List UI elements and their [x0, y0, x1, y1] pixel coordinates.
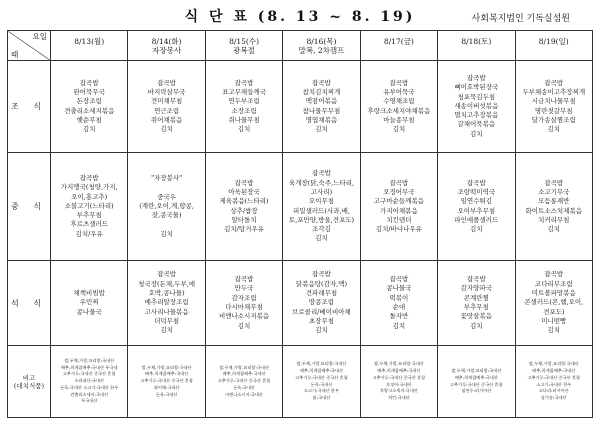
day-header [360, 31, 437, 61]
origin-note-line: 고추가루:국내산 중국산 혼합 [140, 378, 193, 384]
origin-note-line: 배추,희게잡배추:국내산 [532, 367, 576, 373]
menu-item-list [128, 270, 204, 335]
day-event: 말복, 2차캠프 [298, 45, 345, 55]
origin-note-line: 비엔나소시지:국내산 [225, 391, 263, 397]
origin-note-line: 쥐어채:국내산 [153, 384, 180, 390]
menu-item: 햇순무침 [76, 115, 102, 124]
origin-note-line: 후랑크소세지:국내산 [379, 388, 418, 394]
menu-item: 돈장조림 [76, 97, 102, 106]
origin-note-list [51, 358, 127, 406]
menu-item: 김치/우유 [75, 229, 103, 238]
origin-note-line: 쌀,두채,가랑,묘리랑:국내산 [296, 361, 347, 367]
menu-item: 미니떤빵 [541, 316, 567, 325]
menu-cell [51, 61, 128, 153]
notes-label [8, 346, 51, 418]
menu-item: 김치 [547, 225, 561, 234]
menu-item: 고사리나물볶음 [144, 307, 189, 316]
menu-item-list [438, 179, 514, 235]
origin-note-line: 배추,희게잡배추:국내산 [377, 367, 421, 373]
menu-cell [51, 153, 128, 261]
menu-item: 청포묵김두침 [457, 92, 496, 101]
menu-item: 토,포만양,방울,견포도) [288, 215, 355, 224]
menu-item: 잡곡밥 [544, 270, 564, 279]
menu-item-list [516, 270, 592, 335]
origin-note-list [438, 368, 514, 395]
menu-item: 잡곡밥 [234, 178, 254, 187]
corner-cell [8, 31, 51, 61]
menu-item: 김치 [392, 321, 406, 330]
corner-meal-label: 때 [11, 50, 19, 59]
day-event: 광복절 [233, 45, 255, 55]
menu-item-list [283, 270, 359, 335]
menu-item: 완어묵무국 [73, 87, 105, 96]
origin-note-line: 돈육:국내산 [310, 381, 333, 387]
menu-cell [438, 61, 515, 153]
menu-item: 모듬롱재반 [538, 197, 570, 206]
menu-item: 잡곡밥 [466, 275, 486, 284]
origin-note-cell [360, 346, 437, 418]
menu-item: 잣,콩국물) [151, 211, 182, 220]
menu-item: 잡곡밥 [79, 78, 99, 87]
menu-item: 김치 [160, 229, 173, 238]
menu-cell [360, 153, 437, 261]
menu-item: 새송이버섯볶음 [454, 101, 499, 110]
menu-item: 잡곡밥 [544, 178, 564, 187]
menu-cell [128, 261, 205, 346]
menu-item: 콘샐러드(콘,햄,오이, [524, 298, 584, 307]
origin-note-cell [515, 346, 592, 418]
menu-item: 잡곡밥 [312, 270, 331, 279]
origin-note-cell [438, 346, 515, 418]
menu-item [166, 183, 168, 192]
menu-item: 시금치나물무침 [531, 97, 576, 106]
origin-note-line: 코다리:러시아산 [538, 388, 569, 394]
menu-item: 후랑크소세지야채볶음 [367, 106, 431, 115]
origin-note-line: 배추,희게잡배추:국내산 [454, 374, 498, 380]
menu-item: 초장무침 [308, 316, 335, 325]
menu-cell [283, 61, 360, 153]
origin-note-line: 돈육:국내산 소고기:국내산 한우 [60, 384, 119, 390]
header-row [8, 31, 593, 61]
menu-item-list [51, 79, 127, 135]
origin-note-line: 오징어:국내산 [386, 381, 412, 387]
menu-item: 표고무채들깨국 [222, 87, 267, 96]
meal-row [8, 153, 593, 261]
menu-item: 가지맹국(청양,가지, [60, 183, 118, 192]
menu-item: 코다리무조림 [534, 279, 573, 288]
menu-item: 김치/바나나우유 [375, 225, 422, 234]
menu-item: 임연수튀김 [460, 197, 493, 206]
menu-item: 화이트소스치제볶음 [525, 206, 583, 215]
menu-item [166, 220, 168, 229]
menu-item: 김치 [160, 326, 173, 335]
origin-note-line: 고추가루:국내산 중국산 혼합 [450, 381, 503, 387]
menu-cell [205, 61, 282, 153]
menu-item: 땅콩조림 [308, 298, 335, 307]
menu-cell [128, 61, 205, 153]
day-event [361, 46, 437, 55]
menu-item-list [361, 275, 437, 331]
menu-item: 명란젓갈무침 [534, 106, 573, 115]
menu-item: 맥잠어볶음 [305, 97, 338, 106]
menu-item-list [206, 179, 282, 235]
menu-item: 부추무침 [76, 211, 102, 220]
menu-item: 만두국 [234, 284, 254, 293]
menu-item-list [361, 79, 437, 135]
menu-item: 김치 [82, 125, 96, 134]
menu-cell [283, 261, 360, 346]
menu-cell [515, 61, 592, 153]
day-date: 8/13(월) [74, 36, 105, 46]
menu-item: 잡곡밥 [157, 78, 177, 87]
meal-row [8, 261, 593, 346]
menu-item: 김치 [160, 125, 173, 134]
menu-item-list [283, 79, 359, 135]
menu-cell [51, 261, 128, 346]
origin-note-line: 임연수:러시아산 [461, 388, 492, 394]
menu-item: 마늘종무침 [383, 115, 415, 124]
menu-item: 김치 [547, 125, 561, 134]
menu-item: 견파래무침 [305, 289, 338, 298]
menu-item: 연두부조림 [228, 97, 260, 106]
menu-item: 부추무침 [463, 303, 489, 311]
origin-note-list [516, 361, 592, 402]
menu-item: 감자양파국 [460, 284, 493, 293]
menu-item: 소장조림 [231, 106, 257, 115]
menu-item: 중국우 [157, 192, 177, 201]
menu-item: 김치 [547, 326, 561, 335]
menu-cell [283, 153, 360, 261]
menu-item: 갈채어묵볶음 [457, 120, 496, 129]
menu-item: 미트볼파망볶음 [531, 289, 576, 298]
menu-item-list [516, 179, 592, 235]
menu-item: 잡곡밥 [544, 78, 564, 87]
menu-item: 잡곡밥 [466, 178, 486, 187]
menu-item: 멸치고추장볶음 [454, 111, 499, 120]
origin-note-line: 달가송:국내산 [540, 395, 567, 401]
menu-item-list [206, 79, 282, 135]
menu-item: 수영채조림 [383, 97, 415, 106]
weekly-menu-table [7, 30, 593, 418]
menu-item: 소고기무국 [538, 187, 570, 196]
organization-name: 사회복지법인 기독실섬원 [471, 14, 570, 24]
origin-note-line: 쌀,두채,가랑,묘리랑:국내산 [141, 364, 192, 370]
menu-item: 고사리) [310, 187, 333, 196]
menu-item-list [361, 179, 437, 235]
menu-item: 다시마채무침 [225, 303, 263, 311]
menu-cell [438, 153, 515, 261]
menu-item: 채책비빔밥 [73, 289, 105, 298]
menu-item: 김치 [237, 125, 251, 134]
menu-cell [128, 153, 205, 261]
menu-item: 잡곡밥 [389, 78, 409, 87]
menu-item: 김치 [315, 234, 328, 243]
menu-item: 고구마순들깨볶음 [373, 197, 425, 206]
menu-item: 김치 [470, 321, 483, 330]
menu-item: 참치김치찌개 [302, 87, 341, 96]
menu-item-list [206, 275, 282, 331]
day-date: 8/19(일) [538, 36, 569, 46]
menu-title: 식 단 표 (8. 13 ~ 8. 19) [184, 9, 416, 25]
menu-item: 더덕무침 [154, 316, 180, 325]
menu-item: 콩나물국 [386, 284, 412, 293]
menu-item-list [438, 74, 514, 139]
origin-note-list [283, 361, 359, 402]
origin-note-line: 배추,희게잡배추:국내산 [299, 367, 344, 373]
origin-note-list [128, 365, 204, 399]
day-date: 8/15(수) [229, 36, 260, 46]
menu-cell [515, 153, 592, 261]
menu-item: 달가송살찜조림 [531, 115, 576, 124]
menu-item: 치킨텐더 [386, 215, 412, 224]
meal-label: 중 식 [8, 153, 51, 261]
menu-item: 김치 [470, 129, 483, 138]
menu-item: 가지어채볶음 [380, 206, 418, 215]
origin-note-line: 쌀,두채,가랑,묘리랑:국내산 [451, 367, 502, 373]
day-header [283, 31, 360, 61]
menu-item: 잡곡밥 [234, 275, 254, 284]
day-date: 8/18(토) [461, 36, 492, 46]
day-header [51, 31, 128, 61]
menu-cell [205, 153, 282, 261]
menu-item: 오징어무국 [383, 187, 415, 196]
menu-item: 돌자반 [389, 312, 409, 321]
origin-note-line: 배추,희게잡배추:국내산 [222, 371, 266, 377]
day-header [438, 31, 515, 61]
menu-item: 콩나물국 [76, 307, 102, 316]
meal-row [8, 61, 593, 153]
menu-item-list [128, 174, 204, 239]
menu-item: 오이,홍고추) [71, 192, 108, 201]
origin-note-line: 소고기:국내산 한우 [536, 381, 572, 387]
menu-item-list [438, 275, 514, 331]
notes-label-line: (대치식품) [13, 381, 45, 390]
menu-item-list [51, 289, 127, 317]
origin-note-cell [51, 346, 128, 418]
menu-item: 치커리무침 [538, 215, 570, 224]
menu-cell [360, 261, 437, 346]
menu-item: 알타돌치 [231, 215, 257, 224]
menu-item: 김치 [315, 125, 328, 134]
menu-item: 후르츠샐러드 [70, 220, 109, 229]
menu-item: 메추리알장조림 [144, 298, 189, 307]
origin-note-cell [128, 346, 205, 418]
menu-item: 떡볶이 [389, 293, 409, 302]
menu-item: 쥐어채볶음 [150, 115, 183, 124]
menu-item: 견포도) [543, 307, 565, 316]
menu-cell [205, 261, 282, 346]
menu-item: 조랑떡미역국 [457, 187, 496, 196]
menu-item: 잡곡밥 [389, 178, 409, 187]
day-event: 자장봉사 [152, 45, 182, 55]
day-date: 8/17(금) [383, 36, 414, 46]
origin-note-line: 돈육:국내산 [155, 391, 178, 397]
day-header [205, 31, 282, 61]
menu-item: 육개장(닭,숙주,느타리, [288, 178, 355, 187]
menu-item: 아욱된장국 [228, 187, 260, 196]
meal-label: 조 식 [8, 61, 51, 153]
day-header [128, 31, 205, 61]
origin-note-list [206, 365, 282, 399]
origin-note-line: 쌀,두채,가랑,묘리랑:국내산 [373, 361, 424, 367]
day-event [51, 46, 127, 55]
origin-note-line: 쌀,두채,가랑,묘리랑:국내산 [528, 361, 579, 367]
menu-item: 연근조림 [154, 106, 180, 115]
menu-item-list [283, 169, 359, 243]
meal-label: 석 식 [8, 261, 51, 346]
menu-cell [360, 61, 437, 153]
menu-item: 김치 [392, 125, 406, 134]
menu-item: 잡곡밥 [79, 173, 99, 182]
menu-item: 파인애플샐러드 [454, 215, 499, 224]
menu-item: 김치/탕거우유 [224, 225, 264, 234]
origin-note-cell [205, 346, 282, 418]
notes-label-line: 비고 [22, 373, 36, 382]
menu-item: 잡곡밥 [312, 78, 331, 87]
menu-item: 소불고기(느타리) [64, 201, 114, 210]
origin-note-list [361, 361, 437, 402]
origin-note-line: 고추가루:국내산 중국산 혼합 [62, 371, 116, 377]
origin-note-line: 치킨:국내산 [388, 395, 410, 401]
menu-item: 청국장(돈채,두부,애 [138, 279, 196, 288]
menu-item: 꽃맛살볶음 [460, 312, 493, 321]
menu-item: 콘계란찜 [463, 293, 489, 302]
menu-item: 제육볶음(느타리) [219, 197, 269, 206]
menu-item: 우민찌 [79, 298, 99, 307]
menu-item: 감자조림 [231, 293, 257, 302]
origin-note-line: 닭:국내산 [312, 395, 331, 401]
menu-item: 김치 [470, 225, 483, 234]
menu-item: 순대 [392, 303, 406, 311]
menu-item: 견출리소세지볶음 [64, 106, 115, 115]
menu-item: 바지락살무국 [147, 87, 186, 96]
notes-row [8, 346, 593, 418]
menu-item: 잡곡밥 [157, 270, 177, 279]
origin-note-line: 고추가루:국내산 중국산 혼합 [372, 374, 426, 380]
menu-item: 견미채무침 [150, 97, 183, 106]
menu-item: 오이부추무침 [457, 206, 496, 215]
menu-item: 오이무침 [308, 197, 335, 206]
corner-day-label: 요일 [32, 32, 47, 41]
menu-item-list [516, 79, 592, 135]
menu-cell [438, 261, 515, 346]
origin-note-line: 고추가루:국내산 중국산 혼합 [217, 378, 271, 384]
menu-item: 잡곡밥 [312, 169, 331, 178]
menu-item-list [128, 79, 204, 135]
origin-note-line: 쌀,두채,가랑,묘리랑:국내산 [64, 357, 115, 363]
menu-item: 상추/쌈장 [230, 206, 258, 215]
day-event [438, 46, 514, 55]
origin-note-line: 배추,희게잡배추:국내산 무국내 [60, 364, 118, 370]
menu-item-list [51, 174, 127, 239]
menu-item: "자장봉사" [151, 173, 183, 182]
day-date: 8/14(화) [151, 36, 182, 46]
origin-note-line: 견출리소세지:국내산 [70, 391, 109, 397]
origin-note-line: 고추가루:국내산 중국산 혼합 [295, 374, 348, 380]
menu-item: 김치 [237, 321, 251, 330]
menu-item: 김치 [315, 326, 328, 335]
menu-item: 닭볶음탕(감자,맥) [295, 279, 348, 288]
day-header [515, 31, 592, 61]
menu-item: 명엽채볶음 [305, 115, 338, 124]
menu-item: (계란,오이,게,땅콩, [139, 201, 195, 210]
origin-note-line: 고추가루:국내산 중국산 혼합 [527, 374, 581, 380]
menu-item: 뼈이호박된장국 [454, 83, 499, 92]
menu-item: 호박,콩나물) [148, 289, 185, 298]
menu-item: 참나물무무침 [302, 106, 341, 115]
menu-item: 피밀샐러드(사과,배, [293, 206, 350, 215]
menu-item: 잡곡밥 [466, 73, 486, 82]
origin-note-line: 오리네산:국내산 [74, 378, 105, 384]
menu-item: 비엔나소시지볶음 [218, 312, 270, 321]
menu-item: 유부어묵국 [383, 87, 415, 96]
origin-note-line: 쌀,두채,가랑,묘리랑:국내산 [219, 364, 269, 370]
menu-item: 조각김 [312, 225, 331, 234]
origin-note-cell [283, 346, 360, 418]
origin-note-line: 무국내산 [81, 398, 98, 404]
day-date: 8/16(목) [306, 36, 337, 46]
menu-cell [515, 261, 592, 346]
menu-item: 잡곡밥 [234, 78, 254, 87]
menu-item: 브로콜리/베이비아체 [292, 307, 351, 316]
menu-item: 잡곡밥 [389, 275, 409, 284]
day-event [516, 46, 592, 55]
origin-note-line: 소고기:국내산 한우 [303, 388, 340, 394]
menu-item: 두부채송이고추장찌개 [522, 87, 586, 96]
origin-note-line: 돈육:국내산 [233, 384, 255, 390]
origin-note-line: 배추,희게잡배추:국내산 [145, 371, 189, 377]
menu-item: 쥐나물무침 [228, 115, 260, 124]
